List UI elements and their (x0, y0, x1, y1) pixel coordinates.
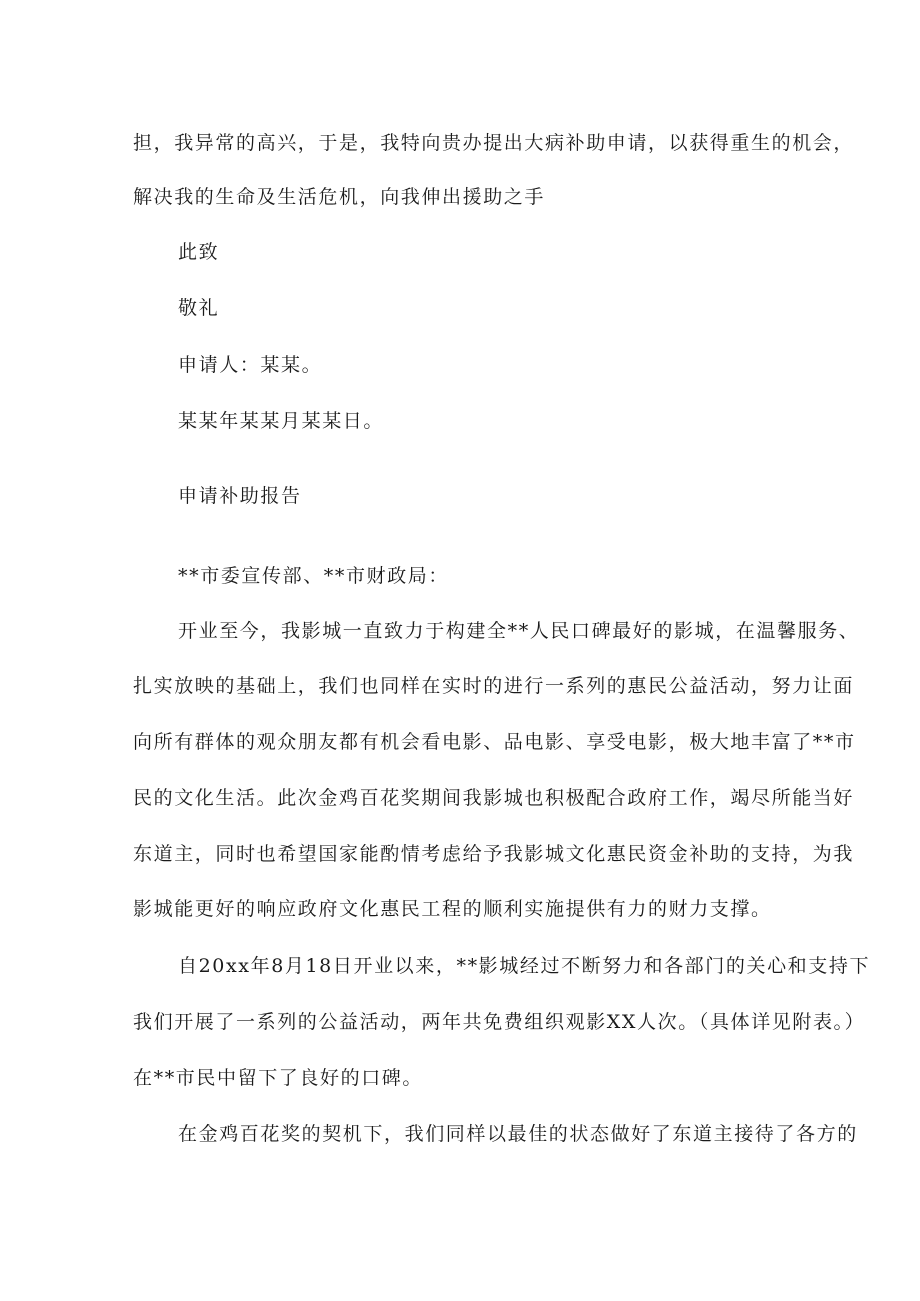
paragraph-line: 影城能更好的响应政府文化惠民工程的顺利实施提供有力的财力支撑。 (133, 898, 772, 920)
paragraph-line: 在金鸡百花奖的契机下，我们同样以最佳的状态做好了东道主接待了各方的 (178, 1123, 858, 1145)
closing-salutation: 此致 (178, 241, 220, 263)
recipient-line: **市委宣传部、**市财政局： (178, 565, 450, 587)
closing-regards: 敬礼 (178, 297, 220, 319)
paragraph-line: 向所有群体的观众朋友都有机会看电影、品电影、享受电影，极大地丰富了**市 (133, 731, 856, 753)
paragraph-line: 民的文化生活。此次金鸡百花奖期间我影城也积极配合政府工作，竭尽所能当好 (133, 787, 855, 809)
paragraph-line: 我们开展了一系列的公益活动，两年共免费组织观影XX人次。（具体详见附表。） (133, 1011, 866, 1033)
applicant-signature: 申请人：某某。 (178, 354, 323, 376)
paragraph-line: 在**市民中留下了良好的口碑。 (133, 1067, 424, 1089)
document-title: 申请补助报告 (178, 485, 302, 507)
paragraph-line: 解决我的生命及生活危机，向我伸出援助之手 (133, 186, 546, 208)
paragraph-line: 扎实放映的基础上，我们也同样在实时的进行一系列的惠民公益活动，努力让面 (133, 675, 855, 697)
paragraph-line: 自20xx年8月18日开业以来，**影城经过不断努力和各部门的关心和支持下 (178, 955, 871, 977)
paragraph-line: 开业至今，我影城一直致力于构建全**人民口碑最好的影城，在温馨服务、 (178, 620, 860, 642)
paragraph-line: 东道主，同时也希望国家能酌情考虑给予我影城文化惠民资金补助的支持，为我 (133, 843, 855, 865)
signature-date: 某某年某某月某某日。 (178, 410, 385, 432)
paragraph-line: 担，我异常的高兴，于是，我特向贵办提出大病补助申请，以获得重生的机会， (133, 132, 855, 154)
